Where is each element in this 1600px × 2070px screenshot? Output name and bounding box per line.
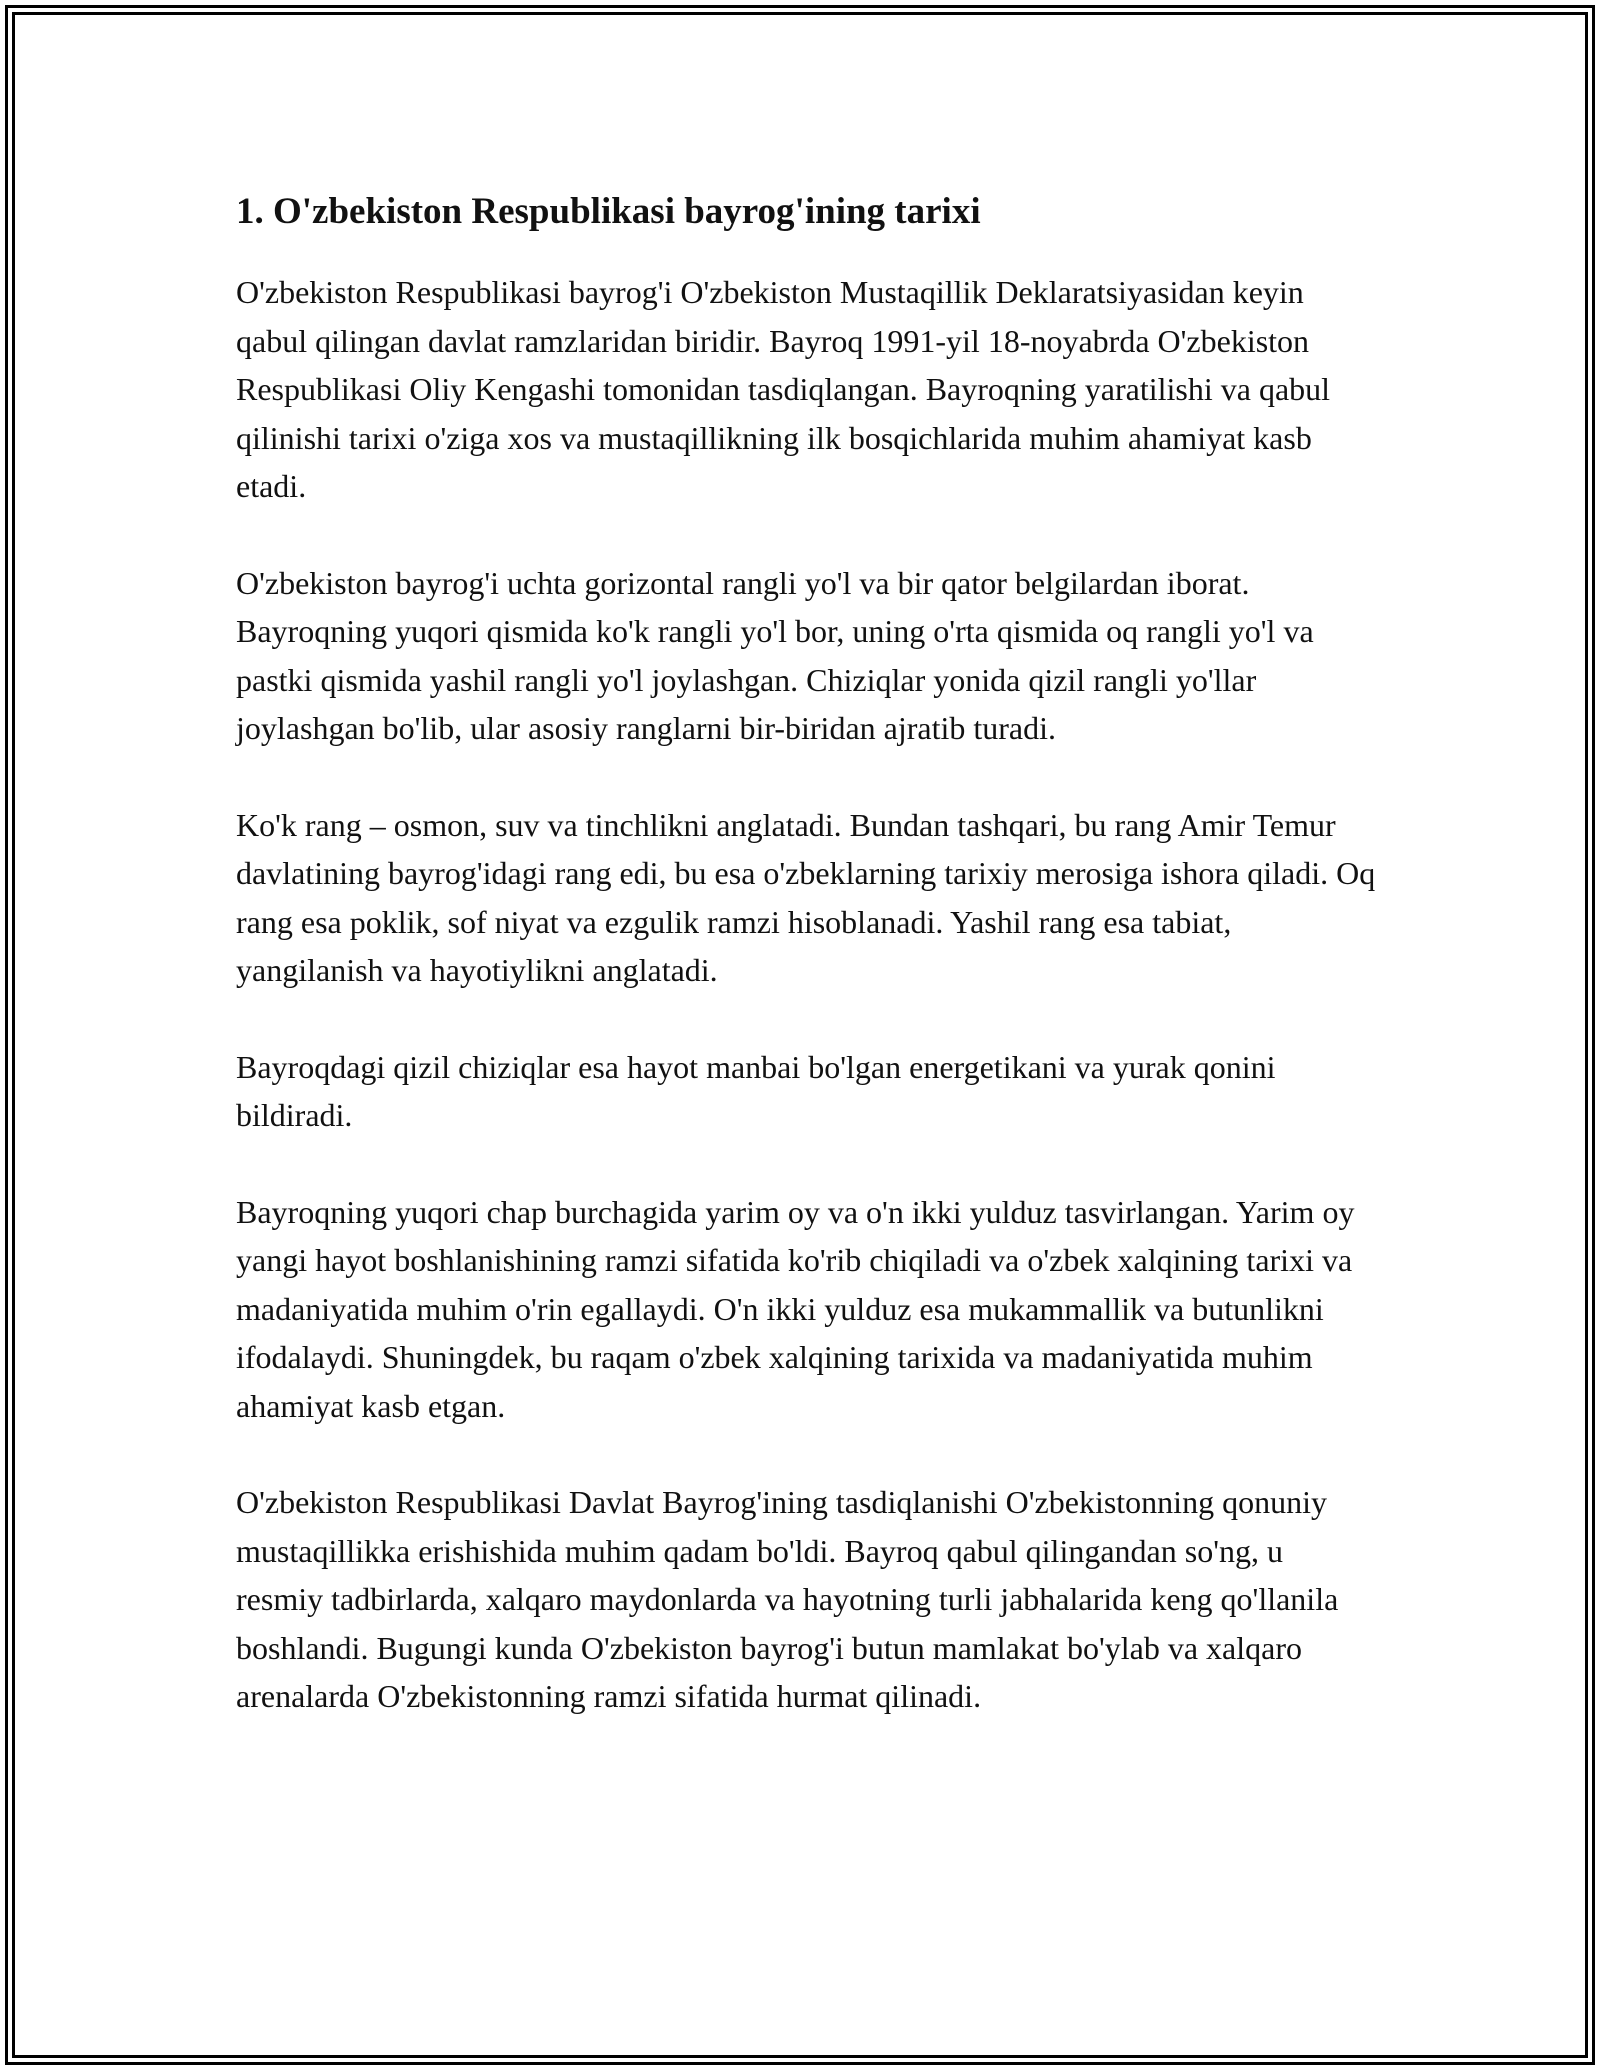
paragraph-red-lines: Bayroqdagi qizil chiziqlar esa hayot manbai bo'lgan energetikani va yurak qonini bildiradi. — [236, 1048, 1276, 1133]
paragraph-significance: O'zbekiston Respublikasi Davlat Bayrog'ining tasdiqlanishi O'zbekistonning qonuniy mustaqillikka erishishida muhim qadam bo'ldi. Bayroq qabul qilingandan so'ng, u resmiy tadbirlarda, xalqaro maydonlarda va hayotning turli jabhalarida keng qo'llanila boshlandi. Bugungi kunda O'zbekiston bayrog'i butun mamlakat bo'ylab va xalqaro arenalarda O'zbekistonning ramzi sifatida hurmat qilinadi. — [236, 1484, 1339, 1714]
document-body — [236, 188, 1376, 1769]
paragraph-colors: Ko'k rang – osmon, suv va tinchlikni anglatadi. Bundan tashqari, bu rang Amir Temur davlatining bayrog'idagi rang edi, bu esa o'zbeklarning tarixiy merosiga ishora qiladi. Oq rang esa poklik, sof niyat va ezgulik ramzi hisoblanadi. Yashil rang esa tabiat, yangilanish va hayotiylikni anglatadi. — [236, 806, 1376, 988]
paragraph-adoption: O'zbekiston Respublikasi bayrog'i O'zbekiston Mustaqillik Deklaratsiyasidan keyin qabul qilingan davlat ramzlaridan biridir. Bayroq 1991-yil 18-noyabrda O'zbekiston Respublikasi Oliy Kengashi tomonidan tasdiqlangan. Bayroqning yaratilishi va qabul qilinishi tarixi o'ziga xos va mustaqillikning ilk bosqichlarida muhim ahamiyat kasb etadi. — [236, 274, 1331, 504]
paragraph-stripes: O'zbekiston bayrog'i uchta gorizontal rangli yo'l va bir qator belgilardan iborat. Bayroqning yuqori qismida ko'k rangli yo'l bor, uning o'rta qismida oq rangli yo'l va pastki qismida yashil rangli yo'l joylashgan. Chiziqlar yonida qizil rangli yo'llar joylashgan bo'lib, ular asosiy ranglarni bir-biridan ajratib turadi. — [236, 564, 1314, 746]
paragraph-crescent-stars: Bayroqning yuqori chap burchagida yarim oy va o'n ikki yulduz tasvirlangan. Yarim oy yangi hayot boshlanishining ramzi sifatida ko'rib chiqiladi va o'zbek xalqining tarixi va madaniyatida muhim o'rin egallaydi. O'n ikki yulduz esa mukammallik va butunlikni ifodalaydi. Shuningdek, bu raqam o'zbek xalqining tarixida va madaniyatida muhim ahamiyat kasb etgan. — [236, 1193, 1355, 1424]
section-heading: 1. O'zbekiston Respublikasi bayrog'ining tarixi — [236, 191, 981, 232]
